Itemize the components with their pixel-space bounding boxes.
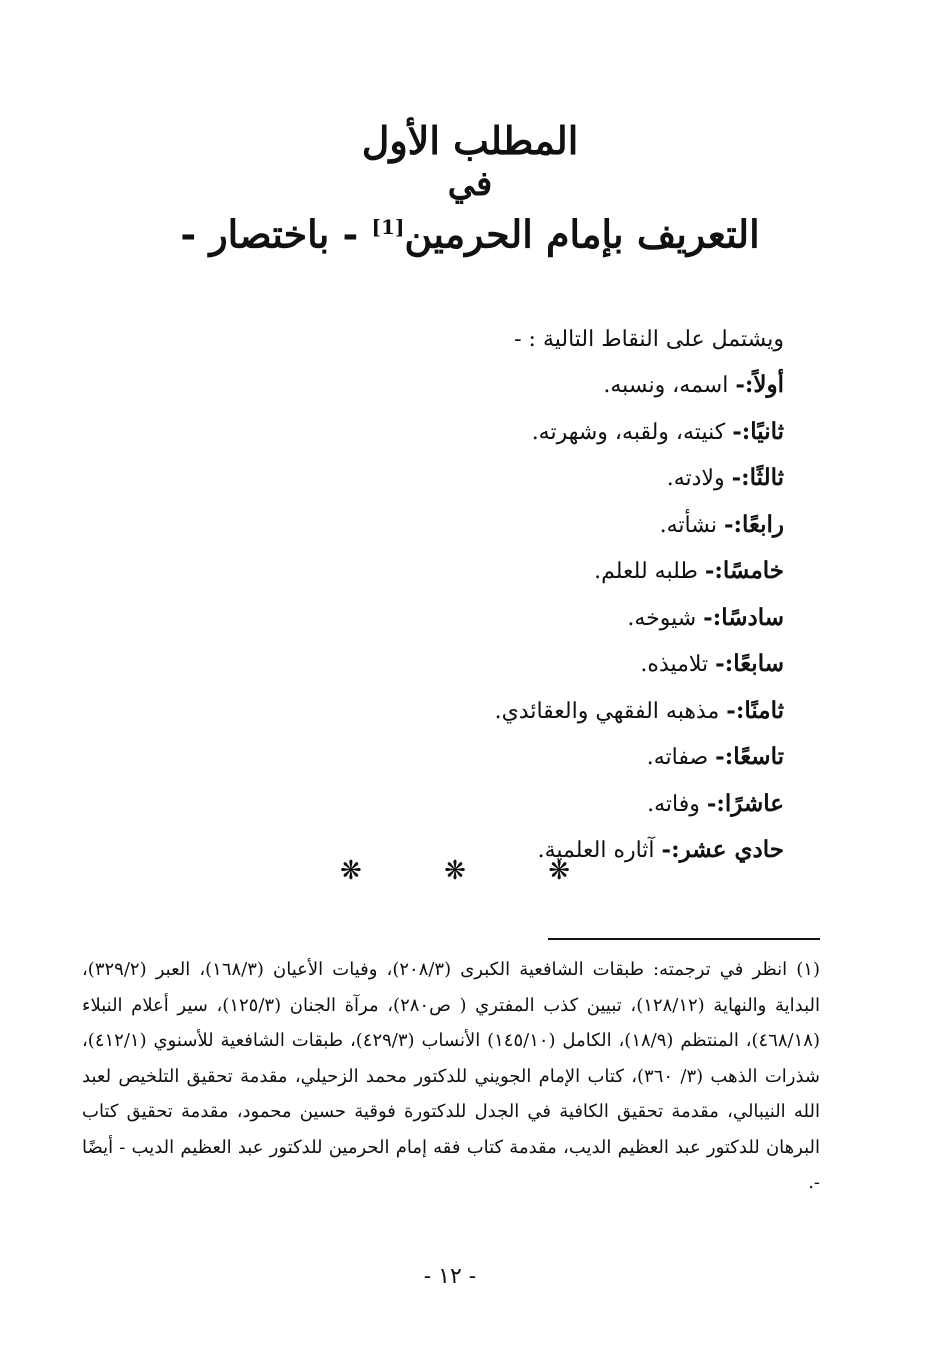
point-number: خامسًا:- [704, 557, 784, 584]
footnote: (١) انظر في ترجمته: طبقات الشافعية الكبرى (٢٠٨/٣)، وفيات الأعيان (١٦٨/٣)، العبر (٣٢٩/٢)، البداية والنهاية (١٢٨/١٢)، تبيين كذب المفتري ( ص٢٨٠)، مرآة الجنان (١٢٥/٣)، سير أعلام النبلاء (٤٦٨/١٨)، المنتظم (١٨/٩)، الكامل (١٤٥/١٠) الأنساب (٤٢٩/٣)، طبقات الشافعية للأسنوي (٤١٢/١)، شذرات الذهب (٣/ ٣٦٠)، كتاب الإمام الجويني للدكتور محمد الزحيلي، مقدمة تحقيق التلخيص لعبد الله النيبالي، مقدمة تحقيق الكافية في الجدل للدكتورة فوقية حسين محمود، مقدمة تحقيق كتاب البرهان للدكتور عبد العظيم الديب، مقدمة كتاب فقه إمام الحرمين للدكتور عبد العظيم الديب - أيضًا -. [82, 959, 821, 1193]
list-item [144, 548, 784, 595]
title-line-3-text: التعريف بإمام الحرمين [404, 211, 760, 257]
point-number: حادي عشر:- [661, 836, 784, 863]
footnote-divider [548, 938, 820, 940]
point-text: آثاره العلمية. [537, 838, 655, 863]
list-item [144, 362, 784, 409]
point-text: كنيته، ولقبه، وشهرته. [531, 419, 726, 445]
list-item [144, 734, 784, 781]
point-number: عاشرًا:- [706, 789, 784, 817]
point-number: ثانيًا:- [732, 417, 784, 445]
star-icon: ❋ [444, 856, 466, 886]
point-number: أولاً:- [735, 371, 784, 398]
point-number: ثامنًا:- [726, 696, 784, 724]
list-item [144, 688, 784, 735]
point-number: ثالثًا:- [731, 464, 784, 491]
section-separator [340, 856, 570, 886]
point-text: اسمه، ونسبه. [603, 373, 729, 398]
point-number: سابعًا:- [715, 650, 784, 677]
list-item [144, 595, 784, 642]
point-text: وفاته. [647, 791, 700, 817]
list-item [144, 502, 784, 549]
points-intro: ويشتمل على النقاط التالية : - [514, 327, 784, 352]
point-number: تاسعًا:- [715, 743, 784, 770]
point-text: مذهبه الفقهي والعقائدي. [494, 698, 720, 724]
point-number: رابعًا:- [723, 510, 784, 538]
point-text: شيوخه. [627, 605, 697, 631]
title-line-1: المطلب الأول [361, 118, 579, 163]
star-icon: ❋ [548, 856, 570, 886]
footnote-reference[interactable]: [1] [371, 215, 405, 239]
point-number: سادسًا:- [703, 603, 784, 631]
point-text: صفاته. [646, 745, 709, 770]
title-line-3-suffix: - باختصار - [180, 211, 359, 257]
title-line-2: في [447, 164, 493, 204]
point-text: تلاميذه. [640, 652, 709, 677]
section-title [150, 118, 790, 258]
point-text: طلبه للعلم. [594, 559, 698, 584]
title-line-3 [150, 204, 790, 258]
list-item [144, 455, 784, 502]
points-list [144, 318, 784, 874]
point-text: نشأته. [659, 512, 717, 538]
list-item [144, 781, 784, 828]
star-icon: ❋ [340, 856, 362, 886]
list-item [144, 409, 784, 456]
point-text: ولادته. [666, 466, 725, 491]
list-item [144, 641, 784, 688]
page-number: - ١٢ - [423, 1264, 477, 1289]
